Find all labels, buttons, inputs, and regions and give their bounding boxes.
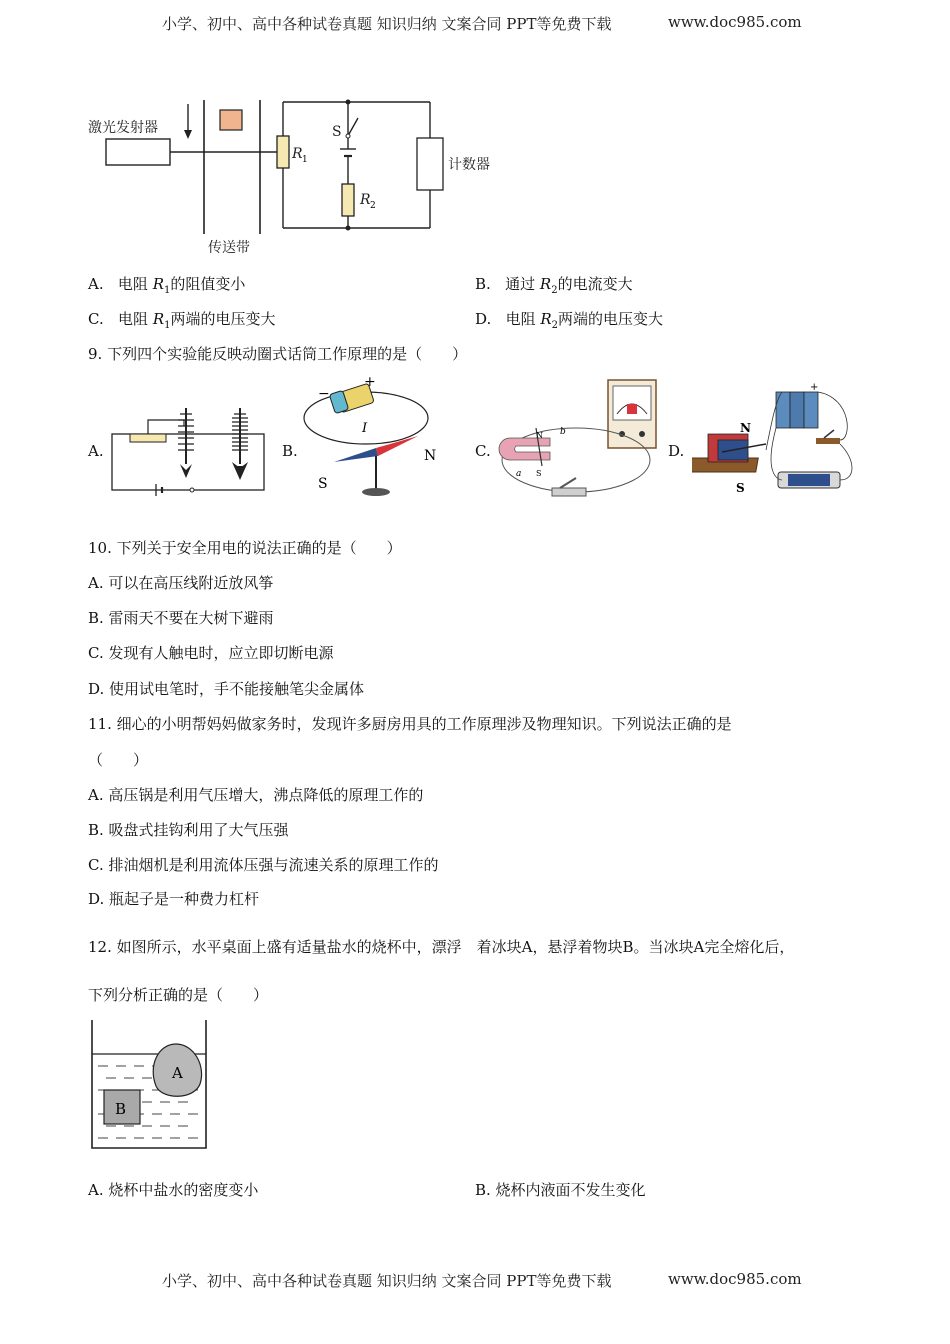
svg-text:B: B — [115, 1100, 127, 1118]
svg-text:N: N — [536, 431, 543, 440]
q10-option-d[interactable]: D. 使用试电笔时，手不能接触笔尖金属体 — [88, 680, 365, 698]
svg-text:2: 2 — [370, 201, 376, 211]
svg-text:R: R — [360, 192, 371, 208]
svg-text:+: + — [810, 382, 819, 393]
q8-option-b[interactable]: B. 通过 $R_2$的电流变大 — [475, 275, 633, 296]
laser-emitter — [106, 139, 170, 165]
q10-stem: 10. 下列关于安全用电的说法正确的是（ ） — [88, 539, 402, 557]
svg-text:A: A — [172, 1064, 183, 1082]
q9-option-c-figure[interactable] — [496, 376, 664, 502]
q11-option-b[interactable]: B. 吸盘式挂钩利用了大气压强 — [88, 821, 289, 839]
q12-stem-line2: 下列分析正确的是（ ） — [88, 986, 269, 1004]
q12-option-b[interactable]: B. 烧杯内液面不发生变化 — [475, 1181, 646, 1199]
q9-option-d-figure[interactable] — [692, 380, 860, 504]
svg-text:N: N — [424, 448, 437, 464]
q9-option-a-letter[interactable]: A. — [88, 442, 104, 460]
counter-label: 计数器 — [448, 157, 490, 173]
q10-option-a[interactable]: A. 可以在高压线附近放风筝 — [88, 574, 274, 592]
svg-text:a: a — [516, 469, 522, 479]
q10-option-b[interactable]: B. 雷雨天不要在大树下避雨 — [88, 609, 274, 627]
resistor-r2 — [342, 184, 354, 216]
svg-text:N: N — [740, 421, 751, 435]
q9-option-d-letter[interactable]: D. — [668, 442, 685, 460]
counter-box — [417, 138, 443, 190]
resistor-r1 — [277, 136, 289, 168]
object-block — [220, 110, 242, 130]
q11-option-c[interactable]: C. 排油烟机是利用流体压强与流速关系的原理工作的 — [88, 856, 439, 874]
switch-label: S — [332, 124, 342, 140]
footer-text: 小学、初中、高中各种试卷真题 知识归纳 文案合同 PPT等免费下载 — [162, 1272, 612, 1290]
q11-stem: 11. 细心的小明帮妈妈做家务时，发现许多厨房用具的工作原理涉及物理知识。下列说法正确的是 — [88, 715, 732, 733]
svg-text:S: S — [318, 476, 328, 492]
header-url[interactable]: www.doc985.com — [668, 13, 802, 31]
svg-text:−: − — [318, 386, 330, 402]
laser-label: 激光发射器 — [88, 120, 158, 136]
q12-option-a[interactable]: A. 烧杯中盐水的密度变小 — [88, 1181, 259, 1199]
q11-paren: （ ） — [88, 751, 149, 769]
footer-url[interactable]: www.doc985.com — [668, 1270, 802, 1288]
svg-text:+: + — [364, 374, 376, 390]
q9-option-c-letter[interactable]: C. — [475, 442, 491, 460]
svg-text:S: S — [736, 481, 745, 495]
svg-text:S: S — [536, 469, 542, 478]
header-text: 小学、初中、高中各种试卷真题 知识归纳 文案合同 PPT等免费下载 — [162, 15, 612, 33]
q8-option-a[interactable]: A. 电阻 $R_1$的阻值变小 — [88, 275, 246, 296]
q11-option-d[interactable]: D. 瓶起子是一种费力杠杆 — [88, 890, 260, 908]
svg-text:b: b — [560, 427, 566, 437]
q9-option-b-figure[interactable] — [298, 372, 458, 504]
svg-text:I: I — [362, 421, 368, 436]
svg-text:1: 1 — [302, 155, 308, 165]
svg-text:R: R — [292, 146, 303, 162]
q10-option-c[interactable]: C. 发现有人触电时，应立即切断电源 — [88, 644, 334, 662]
q12-beaker-figure — [86, 1016, 212, 1152]
q9-option-b-letter[interactable]: B. — [282, 442, 298, 460]
q11-option-a[interactable]: A. 高压锅是利用气压增大，沸点降低的原理工作的 — [88, 786, 424, 804]
q8-option-d[interactable]: D. 电阻 $R_2$两端的电压变大 — [475, 310, 664, 331]
q12-stem-line1: 12. 如图所示，水平桌面上盛有适量盐水的烧杯中，漂浮 着冰块A，悬浮着物块B。当冰块A完全熔化后， — [88, 938, 795, 956]
q9-option-a-figure[interactable] — [108, 404, 268, 496]
q9-stem: 9. 下列四个实验能反映动圈式话筒工作原理的是（ ） — [88, 345, 468, 363]
q8-option-c[interactable]: C. 电阻 $R_1$两端的电压变大 — [88, 310, 276, 331]
belt-label: 传送带 — [208, 240, 250, 256]
q8-circuit-figure — [84, 94, 514, 264]
